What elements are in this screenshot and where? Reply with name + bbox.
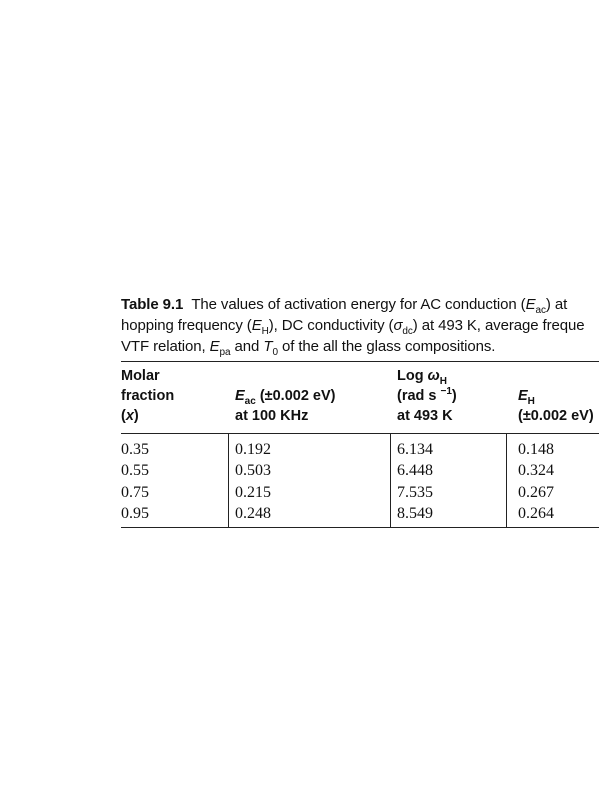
table-top-rule: [121, 361, 599, 362]
cell-eh: 0.148: [518, 441, 554, 458]
caption-line-3: VTF relation, $E_{pa}$ and $T_0$ of the all the glass compositions.: [121, 338, 496, 358]
cell-eac: 0.248: [235, 505, 271, 522]
cell-log-omega: 6.134: [397, 441, 433, 458]
table-row: [121, 439, 599, 460]
cell-molar-fraction: 0.95: [121, 505, 149, 522]
cell-log-omega: 8.549: [397, 505, 433, 522]
cell-eh: 0.267: [518, 484, 554, 501]
cell-eac: 0.192: [235, 441, 271, 458]
cell-eh: 0.324: [518, 462, 554, 479]
header-eac: $E_{ac}$ (±0.002 eV) at 100 KHz: [235, 388, 336, 424]
cell-eh: 0.264: [518, 505, 554, 522]
cell-log-omega: 6.448: [397, 462, 433, 479]
cell-molar-fraction: 0.55: [121, 462, 149, 479]
header-molar-fraction: Molar fraction (x): [121, 368, 175, 424]
cell-eac: 0.215: [235, 484, 271, 501]
cell-molar-fraction: 0.75: [121, 484, 149, 501]
table-row: [121, 482, 599, 503]
caption-line-1: Table 9.1 The values of activation energy for AC conduction $(E_{ac})$ at: [121, 296, 568, 316]
header-eh: $E_H$ (±0.002 eV): [518, 388, 594, 424]
table-caption: [121, 294, 599, 357]
table-row: [121, 503, 599, 524]
table-row: [121, 460, 599, 481]
cell-eac: 0.503: [235, 462, 271, 479]
table-header-rule: [121, 433, 599, 434]
cell-molar-fraction: 0.35: [121, 441, 149, 458]
caption-line-2: hopping frequency $(E_H)$, DC conductivity $(\sigma_{dc})$ at 493 K, average freque: [121, 317, 585, 337]
table-bottom-rule: [121, 527, 599, 528]
header-log-omega-h: Log $\omega_H$ (rad s $^{-1}$) at 493 K: [397, 368, 457, 424]
caption-label: Table 9.1: [121, 296, 184, 313]
cell-log-omega: 7.535: [397, 484, 433, 501]
